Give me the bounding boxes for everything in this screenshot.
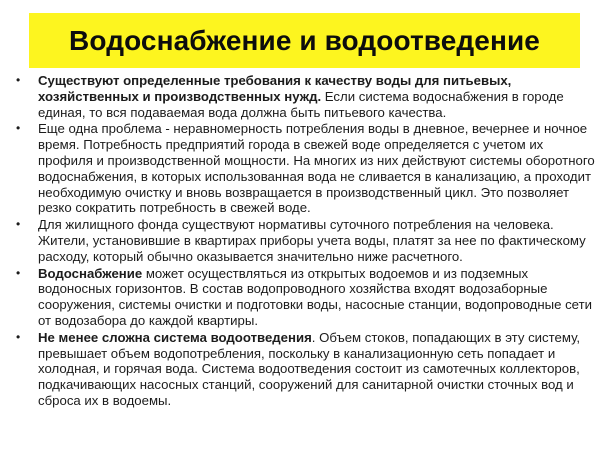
slide-content (14, 73, 596, 410)
bullet-bold-text: Существуют определенные требования к качеству воды для питьевых, хозяйственных и производственных нужд. (38, 73, 512, 104)
slide-title: Водоснабжение и водоотведение (69, 24, 540, 56)
bullet-text: Для жилищного фонда существуют нормативы суточного потребления на человека. Жители, установившие в квартирах приборы учета воды, платят за нее по фактическому расходу, который обычно оказывается значительно ниже расчетного. (38, 217, 586, 264)
bullet-item-requirements (14, 73, 596, 120)
bullet-text: Еще одна проблема - неравномерность потребления воды в дневное, вечернее и ночное время. Потребность предприятий города в свежей воде определяется с учетом их профиля и производственной мощности. На многих из них действуют системы оборотного водоснабжения, в которых использованная вода не сливается в канализацию, а проходит необходимую очистку и вновь возвращается в производственный цикл. Это позволяет резко сократить потребность в свежей воде. (38, 121, 595, 216)
bullet-dot-icon: • (16, 329, 21, 344)
bullet-text: может осуществляться из открытых водоемов и из подземных водоносных горизонтов. В состав водопроводного хозяйства входят водозаборные сооружения, системы очистки и подготовки воды, насосные станции, водопроводные сети от водозабора до каждой квартиры. (38, 265, 592, 328)
bullet-item-water-supply (14, 266, 596, 329)
title-banner (29, 13, 580, 68)
bullet-dot-icon: • (16, 73, 21, 87)
bullet-dot-icon: • (16, 217, 21, 232)
bullet-dot-icon: • (16, 265, 21, 280)
bullet-text: Если система водоснабжения в городе единая, то вся подаваемая вода должна быть питьевого качества. (38, 88, 564, 120)
bullet-list (14, 73, 596, 409)
bullet-text: . Объем стоков, попадающих в эту систему, превышает объем водопотребления, поскольку в канализационную сеть попадает и холодная, и горячая вода. Система водоотведения состоит из самотечных коллекторов, подкачивающих насосных станций, сооружений для санитарной очистки сточных вод и сброса их в водоемы. (38, 329, 581, 408)
bullet-bold-text: Не менее сложна система водоотведения (38, 329, 312, 345)
bullet-item-wastewater (14, 330, 596, 409)
bullet-item-consumption-unevenness (14, 121, 596, 216)
bullet-item-housing-norms (14, 217, 596, 264)
bullet-dot-icon: • (16, 121, 21, 136)
bullet-bold-text: Водоснабжение (38, 265, 143, 281)
